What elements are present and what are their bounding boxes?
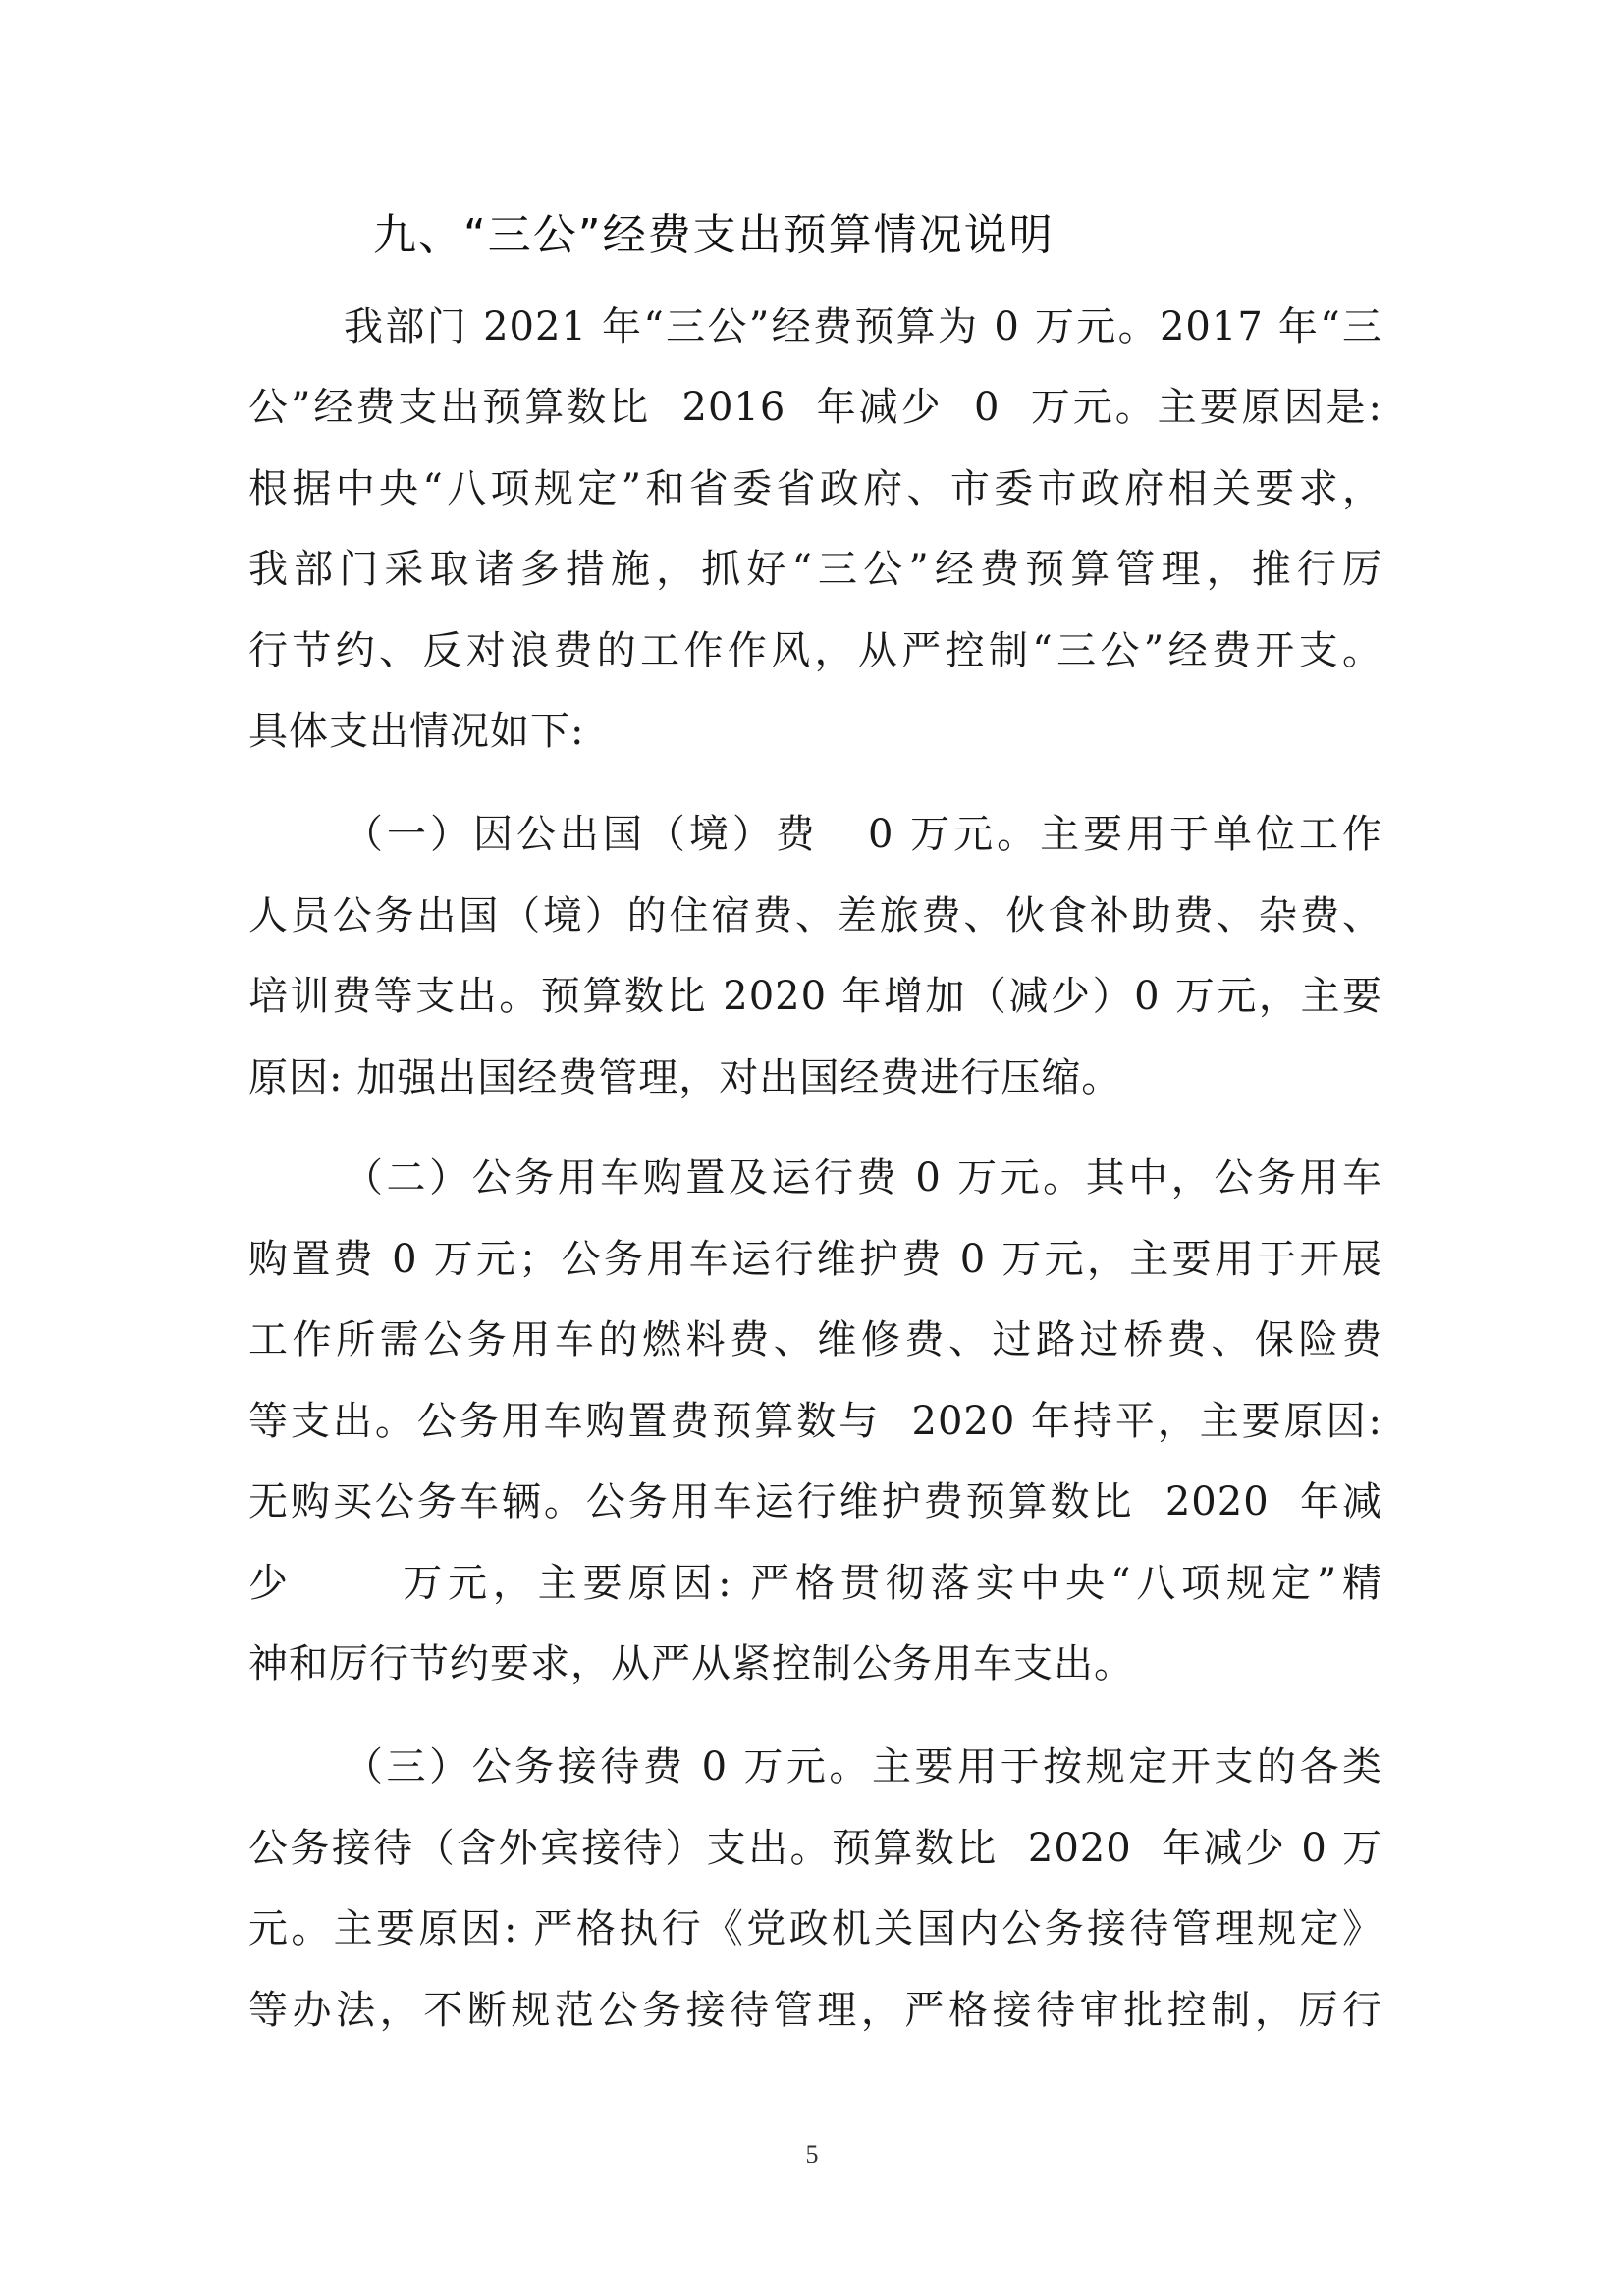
paragraph-4-line-3: 元。主要原因: 严格执行《党政机关国内公务接待管理规定》 [248, 1906, 1382, 1951]
paragraph-1-line-1: 我部门 2021 年“三公”经费预算为 0 万元。2017 年“三 [344, 304, 1382, 349]
paragraph-3-line-3: 工作所需公务用车的燃料费、维修费、过路过桥费、保险费 [248, 1317, 1382, 1362]
paragraph-1-line-4: 我部门采取诸多措施，抓好“三公”经费预算管理，推行厉 [248, 547, 1382, 592]
paragraph-1-line-3: 根据中央“八项规定”和省委省政府、市委市政府相关要求， [248, 466, 1382, 511]
section-heading: 九、“三公”经费支出预算情况说明 [373, 210, 1055, 260]
paragraph-1-line-6: 具体支出情况如下: [248, 709, 585, 754]
paragraph-4-line-1: （三）公务接待费 0 万元。主要用于按规定开支的各类 [344, 1744, 1382, 1789]
paragraph-3-line-4: 等支出。公务用车购置费预算数与 2020 年持平，主要原因: [248, 1399, 1382, 1444]
paragraph-3-line-7: 神和厉行节约要求，从严从紧控制公务用车支出。 [248, 1641, 1134, 1686]
paragraph-3-line-2: 购置费 0 万元；公务用车运行维护费 0 万元，主要用于开展 [248, 1237, 1382, 1282]
paragraph-1-line-2: 公”经费支出预算数比 2016 年减少 0 万元。主要原因是: [248, 385, 1382, 430]
paragraph-1-line-5: 行节约、反对浪费的工作作风，从严控制“三公”经费开支。 [248, 628, 1382, 673]
paragraph-4-line-4: 等办法，不断规范公务接待管理，严格接待审批控制，厉行 [248, 1988, 1382, 2033]
page-number: 5 [805, 2140, 819, 2168]
paragraph-3-line-6: 少 万元，主要原因: 严格贯彻落实中央“八项规定”精 [248, 1561, 1382, 1606]
paragraph-2-line-4: 原因: 加强出国经费管理，对出国经费进行压缩。 [248, 1055, 1122, 1100]
paragraph-2-line-3: 培训费等支出。预算数比 2020 年增加（减少）0 万元，主要 [248, 974, 1382, 1019]
paragraph-3-line-5: 无购买公务车辆。公务用车运行维护费预算数比 2020 年减 [248, 1479, 1382, 1524]
paragraph-3-line-1: （二）公务用车购置及运行费 0 万元。其中，公务用车 [344, 1155, 1382, 1201]
paragraph-2-line-2: 人员公务出国（境）的住宿费、差旅费、伙食补助费、杂费、 [248, 893, 1382, 938]
paragraph-4-line-2: 公务接待（含外宾接待）支出。预算数比 2020 年减少 0 万 [248, 1826, 1382, 1871]
paragraph-2-line-1: （一）因公出国（境）费 0 万元。主要用于单位工作 [344, 812, 1382, 857]
